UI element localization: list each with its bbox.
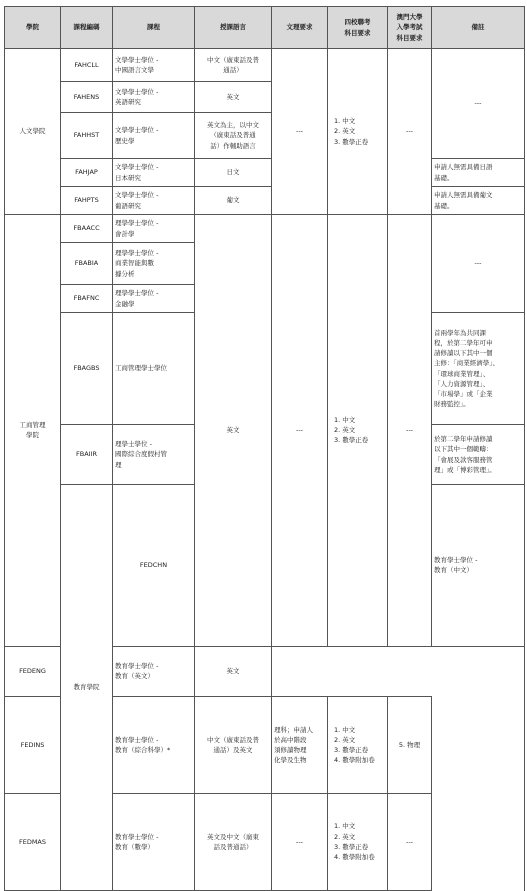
header-um-exam [388, 7, 432, 49]
course-name-line: 文學學士學位 - [115, 55, 159, 64]
language-line: （廣東話及普通 [210, 131, 256, 140]
course-name-line: 據分析 [115, 269, 135, 278]
course-name-line: 英語研究 [115, 98, 141, 106]
course-name-line: 教育學士學位 - [115, 662, 159, 671]
header-lang: 授課語言 [195, 7, 272, 49]
course-name-line: 教育（英文） [115, 672, 154, 681]
language-line: 通話）及英文 [213, 745, 253, 754]
course-name-line: 教育（綜合科學）* [115, 745, 171, 754]
header-um-line: 入學考試 [396, 23, 423, 32]
header-stream: 文理要求 [272, 7, 328, 49]
exam-subject: 3. 數學正卷 [334, 436, 369, 445]
course-name-line: 教育學士學位 - [115, 735, 159, 744]
course-name [113, 113, 195, 159]
course-name-line: 教育學士學位 - [115, 832, 159, 841]
um-exam-subjects: --- [388, 215, 432, 647]
course-code: FAHENS [61, 82, 113, 113]
exam-subject: 2. 英文 [334, 426, 356, 435]
teaching-language [195, 113, 272, 159]
stream-requirement: --- [272, 793, 328, 890]
course-name [113, 82, 195, 113]
course-code: FAHCLL [61, 49, 113, 82]
remark-line: 基礎。 [434, 201, 454, 210]
remark [432, 313, 525, 425]
course-name-line: 商業智能與數 [115, 259, 154, 268]
course-code: FBABIA [61, 243, 113, 285]
table-row [5, 159, 525, 187]
stream-line: 化學及生物 [274, 755, 307, 764]
stream-line: 於高中階段 [274, 735, 307, 744]
teaching-language: 英文 [195, 646, 272, 696]
header-um-line: 科目要求 [396, 33, 423, 42]
faculty-education: 教育學院 [61, 485, 113, 891]
language-line: 話）作輔助語言 [210, 141, 256, 150]
course-name-line: 教育（中文） [434, 566, 473, 575]
remark-line: 「會展及款客服務管 [434, 455, 493, 464]
course-name-line: 中國語言文學 [115, 66, 154, 74]
faculty-line: 學院 [26, 431, 39, 440]
stream-line: 理科；申請人 [274, 725, 313, 734]
remark-line: 基礎。 [434, 173, 454, 182]
exam-subject: 3. 數學正卷 [334, 745, 369, 754]
course-table [4, 6, 525, 891]
exam-subject: 3. 數學正卷 [334, 137, 369, 146]
course-code: FBAGBS [61, 313, 113, 425]
language-line: 中文（廣東話及普 [207, 55, 259, 64]
remark-line: 「市場學」或「企業 [434, 389, 493, 398]
course-name [113, 646, 195, 696]
course-name-line: 葡語研究 [115, 201, 141, 210]
remark-line: 理」或「博彩管理」。 [434, 465, 496, 474]
exam-subject: 1. 中文 [334, 416, 356, 425]
remark-line: 程，於第二學年可申 [434, 339, 493, 348]
course-table-container [4, 6, 525, 891]
exam-subject: 4. 數學附加卷 [334, 852, 375, 861]
header-exam-line: 科目要求 [344, 28, 371, 37]
course-name-line: 會計學 [115, 229, 135, 238]
course-code: FEDINS [5, 696, 61, 793]
course-name-line: 歷史學 [115, 136, 135, 145]
teaching-language [195, 793, 272, 890]
course-name-line: 理 [115, 460, 122, 469]
exam-subjects [328, 793, 388, 890]
remark-line: 於第二學年申請修讀 [434, 435, 493, 444]
course-code: FBAIIR [61, 425, 113, 485]
course-code: FAHPTS [61, 187, 113, 215]
language-line: 英文及中文（廣東 [207, 832, 259, 841]
exam-subject: 4. 數學附加卷 [334, 755, 375, 764]
course-name-line: 國際綜合度假村管 [115, 450, 167, 459]
course-name-line: 理學學士學位 - [115, 219, 159, 228]
teaching-language: 日文 [195, 159, 272, 187]
course-name-line: 教育（數學） [115, 842, 154, 851]
table-row [5, 49, 525, 82]
course-name-line: 理學學士學位 - [115, 289, 159, 298]
stream-requirement [272, 696, 328, 793]
course-name [113, 793, 195, 890]
course-code: FEDCHN [113, 485, 195, 647]
course-name [113, 187, 195, 215]
course-code: FAHJAP [61, 159, 113, 187]
course-name [113, 425, 195, 485]
remark-line: 首兩學年為共同課 [434, 329, 486, 338]
exam-subjects [328, 215, 388, 647]
course-name [113, 49, 195, 82]
exam-subjects [328, 696, 388, 793]
remark-line: 申請人無需具備葡文 [434, 191, 493, 200]
remark-line: 「環球商業管理」、 [434, 369, 490, 378]
remark-line: 請修讀以下其中一個 [434, 349, 493, 358]
table-row [5, 215, 525, 243]
header-faculty: 學院 [5, 7, 61, 49]
course-name-line: 文學學士學位 - [115, 163, 159, 172]
course-code: FAHHST [61, 113, 113, 159]
header-remark: 備註 [432, 7, 525, 49]
remark-line: 主修：「商業經濟學」、 [434, 359, 499, 368]
stream-requirement: --- [272, 49, 328, 215]
course-name-line: 文學學士學位 - [115, 126, 159, 135]
course-name [113, 159, 195, 187]
teaching-language: 葡文 [195, 187, 272, 215]
course-name: 工商管理學士學位 [113, 313, 195, 425]
course-code: FBAACC [61, 215, 113, 243]
header-row [5, 7, 525, 49]
course-name [113, 243, 195, 285]
stream-requirement: --- [272, 215, 328, 647]
remark-line: 申請人無需具備日語 [434, 163, 493, 172]
faculty-line: 工商管理 [19, 421, 46, 430]
course-name [113, 696, 195, 793]
exam-subject: 1. 中文 [334, 725, 356, 734]
course-code: FBAFNC [61, 285, 113, 313]
language-line: 話及普通話） [213, 842, 253, 851]
faculty-arts: 人文學院 [5, 49, 61, 215]
teaching-language [195, 49, 272, 82]
remark: --- [432, 215, 525, 313]
teaching-language: 英文 [195, 215, 272, 647]
course-name-line: 文學學士學位 - [115, 191, 159, 200]
um-exam-subjects: --- [388, 49, 432, 215]
remark [432, 425, 525, 485]
remark: --- [432, 49, 525, 159]
header-code: 課程編碼 [61, 7, 113, 49]
remark-line: 財務監控」。 [434, 399, 470, 408]
course-name-line: 日本研究 [115, 173, 141, 182]
exam-subject: 2. 英文 [334, 832, 356, 841]
faculty-business [5, 215, 61, 647]
um-exam-subjects: --- [388, 793, 432, 890]
exam-subject: 2. 英文 [334, 127, 356, 136]
course-name [113, 285, 195, 313]
remark-line: 以下其中一個範疇： [434, 445, 493, 454]
course-code: FEDMAS [5, 793, 61, 890]
table-row [5, 187, 525, 215]
teaching-language: 英文 [195, 82, 272, 113]
course-name [432, 485, 525, 647]
course-name [113, 215, 195, 243]
exam-subject: 1. 中文 [334, 822, 356, 831]
header-course: 課程 [113, 7, 195, 49]
header-exam [328, 7, 388, 49]
language-line: 英文為主，以中文 [207, 121, 259, 130]
course-code: FEDENG [5, 646, 61, 696]
course-name-line: 理學學士學位 - [115, 249, 159, 258]
remark [432, 187, 525, 215]
course-name-line: 教育學士學位 - [434, 556, 478, 565]
stream-line: 須修讀物理 [274, 745, 307, 754]
teaching-language [195, 696, 272, 793]
exam-subject: 3. 數學正卷 [334, 842, 369, 851]
header-exam-line: 四校聯考 [344, 18, 371, 27]
exam-subjects [328, 49, 388, 215]
remark [432, 159, 525, 187]
header-um-line: 澳門大學 [396, 13, 423, 22]
exam-subject: 1. 中文 [334, 117, 356, 126]
um-exam-subjects: 5. 物理 [388, 696, 432, 793]
course-name-line: 文學學士學位 - [115, 87, 159, 96]
exam-subject: 2. 英文 [334, 735, 356, 744]
course-name-line: 理學士學位 - [115, 440, 152, 449]
language-line: 通話） [223, 66, 243, 74]
remark-line: 「人力資源管理」、 [434, 379, 490, 388]
language-line: 中文（廣東話及普 [207, 735, 259, 744]
course-name-line: 金融學 [115, 299, 135, 308]
